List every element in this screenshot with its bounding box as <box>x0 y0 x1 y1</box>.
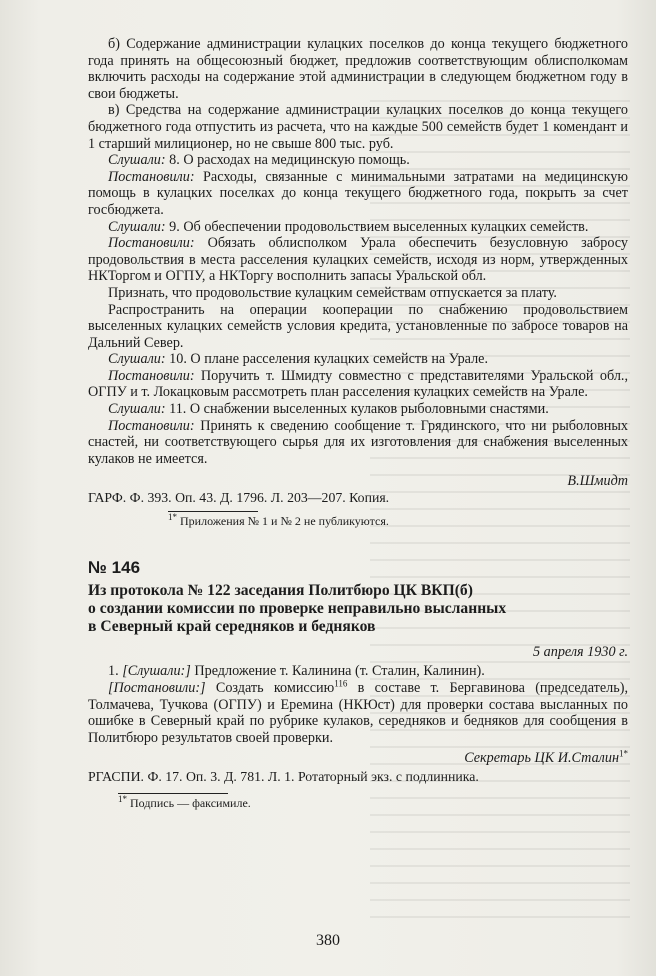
footnote-text: Приложения № 1 и № 2 не публикуются. <box>177 514 389 529</box>
resolved-label: [Постановили:] <box>108 680 206 697</box>
document-number: № 146 <box>88 558 141 578</box>
endnote-ref: 116 <box>334 678 348 689</box>
item-10-resolved <box>88 368 628 401</box>
footnote-text: Подпись — факсимиле. <box>127 796 251 811</box>
document-title <box>88 582 628 636</box>
heard-label: Слушали: <box>108 152 166 169</box>
heard-label: Слушали: <box>108 351 166 368</box>
item-10-resolution: Поручить т. Шмидту совместно с представителями Уральской обл., ОГПУ и т. Локацковым рассмотреть план расселения кулацких семейств на Урале. <box>88 367 628 401</box>
doc-item-1-heard <box>88 663 628 680</box>
item-11-text: 11. О снабжении выселенных кулаков рыболовными снастями. <box>165 401 549 418</box>
text-body <box>88 36 628 810</box>
item-11-resolved <box>88 418 628 468</box>
document-date: 5 апреля 1930 г. <box>532 644 628 661</box>
resolved-label: Постановили: <box>108 367 195 384</box>
item-9-resolution: Обязать облисполком Урала обеспечить безусловную забросу продовольствия в места расселения кулацких семейств, исходя из норм, утвержденных НКТоргом и ОГПУ, а НКТоргу восполнить запасы Уральской обл. <box>88 235 628 285</box>
page-number: 380 <box>316 932 340 949</box>
footnote-mark: 1* <box>118 794 127 805</box>
item-11-resolution: Принять к сведению сообщение т. Грядинского, что ни рыболовных снастей, ни соответствующего сырья для их изготовления для снабжения выселенных кулаков не имеется. <box>88 417 628 467</box>
footnote-divider <box>168 511 258 512</box>
footnote <box>88 514 628 528</box>
paragraph-b: б) Содержание администрации кулацких поселков до конца текущего бюджетного года принять на общесоюзный бюджет, предложив соответствующим облисполкомам включить расходы на содержание этой администрации в следующем бюджетном году в свои бюджеты. <box>88 36 628 102</box>
resolved-label: Постановили: <box>108 417 195 434</box>
item-9-heard <box>88 219 628 236</box>
item-11-heard <box>88 401 628 418</box>
doc-item-1-resolved <box>88 680 628 746</box>
resolution-text-b: в составе т. Бергавинова (председатель), Толмачева, Тучкова (ОГПУ) и Еремина (НКЮст) для проверки состава высланных по ошибке в Северный край по рубрике кулаков, середняков и бедняков для сообщения в Политбюро результатов своей проверки. <box>88 680 628 746</box>
archive-source-2: РГАСПИ. Ф. 17. Оп. 3. Д. 781. Л. 1. Ротаторный экз. с подлинника. <box>88 769 479 785</box>
paragraph-v: в) Средства на содержание администрации кулацких поселков до конца текущего бюджетного года отпустить из расчета, что на каждые 500 семейств будет 1 комендант и 1 старший милиционер, но не свыше 800 тыс. руб. <box>88 102 628 152</box>
archive-source: ГАРФ. Ф. 393. Оп. 43. Д. 1796. Л. 203—207. Копия. <box>88 490 390 506</box>
title-line-2: о создании комиссии по проверке неправильно высланных <box>88 600 507 618</box>
item-9-paragraph-3: Распространить на операции кооперации по снабжению продовольствием выселенных кулацких семейств условия кредита, установленные по забросе товаров на Дальний Север. <box>88 301 628 351</box>
signature-footnote-mark: 1* <box>619 748 628 759</box>
item-9-resolved <box>88 235 628 285</box>
heard-label: Слушали: <box>108 401 166 418</box>
item-10-text: 10. О плане расселения кулацких семейств на Урале. <box>165 351 489 368</box>
footnote-2 <box>88 796 628 810</box>
item-8-heard <box>88 152 628 169</box>
signature-text: Секретарь ЦК И.Сталин <box>464 750 619 767</box>
doc-item-1-text: Предложение т. Калинина (т. Сталин, Калинин). <box>190 663 485 680</box>
item-9-paragraph-2: Признать, что продовольствие кулацким семействам отпускается за плату. <box>108 284 557 301</box>
signature-shmidt: В.Шмидт <box>567 473 628 490</box>
item-number: 1. <box>108 663 123 680</box>
signature-stalin <box>88 750 628 767</box>
heard-label: [Слушали:] <box>122 663 191 680</box>
heard-label: Слушали: <box>108 218 166 235</box>
item-8-resolved <box>88 169 628 219</box>
footnote-mark: 1* <box>168 512 177 523</box>
title-line-1: Из протокола № 122 заседания Политбюро ЦК ВКП(б) <box>88 582 473 600</box>
resolution-text-a: Создать комиссию <box>205 680 335 697</box>
item-8-text: 8. О расходах на медицинскую помощь. <box>165 152 410 169</box>
footnote-divider-2 <box>118 793 228 794</box>
resolved-label: Постановили: <box>108 235 195 252</box>
title-line-3: в Северный край середняков и бедняков <box>88 618 376 636</box>
item-9-text: 9. Об обеспечении продовольствием выселенных кулацких семейств. <box>165 218 589 235</box>
resolved-label: Постановили: <box>108 168 195 185</box>
item-10-heard <box>88 351 628 368</box>
item-8-resolution: Расходы, связанные с минимальными затратами на медицинскую помощь в кулацких поселках до конца текущего бюджетного года, покрыть за счет госбюджета. <box>88 168 628 218</box>
